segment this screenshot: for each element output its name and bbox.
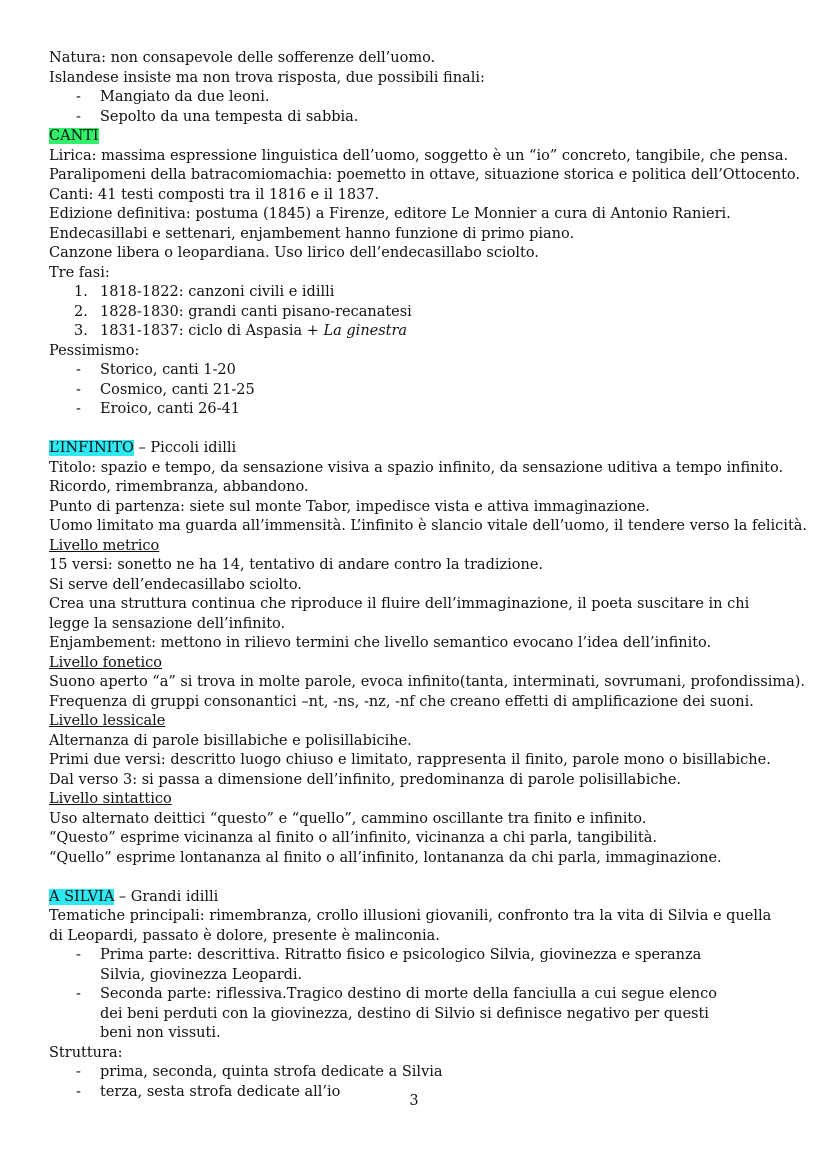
lessicale-line: Primi due versi: descritto luogo chiuso e limitato, rappresenta il finito, parole mono o bisillabiche. <box>49 752 771 768</box>
canti-line: Canti: 41 testi composti tra il 1816 e il 1837. <box>49 186 380 203</box>
canti-line: Canzone libera o leopardiana. Uso lirico dell’endecasillabo sciolto. <box>49 245 539 261</box>
lessicale-line: Dal verso 3: si passa a dimensione dell’infinito, predominanza di parole polisillabiche. <box>49 771 682 788</box>
canti-line: Endecasillabi e settenari, enjambement hanno funzione di primo piano. <box>49 225 575 242</box>
lessicale-line: Alternanza di parole bisillabiche e polisillabicihe. <box>49 732 412 749</box>
list-item: - Cosmico, canti 21-25 <box>76 381 255 398</box>
canti-heading: CANTI <box>49 128 99 144</box>
list-item: - terza, sesta strofa dedicate all’io <box>76 1083 341 1100</box>
silvia-heading: A SILVIA – Grandi idilli <box>49 888 219 905</box>
metrico-line: Enjambement: mettono in rilievo termini che livello semantico evocano l’idea dell’infinito. <box>49 635 712 651</box>
infinito-line: Titolo: spazio e tempo, da sensazione visiva a spazio infinito, da sensazione uditiva a tempo infinito. <box>49 459 784 476</box>
tematiche-line: Tematiche principali: rimembranza, crollo illusioni giovanili, confronto tra la vita di Silvia e quella di Leopardi, passato è dolore, presente è malinconia. <box>49 908 772 944</box>
list-item: - Seconda parte: riflessiva.Tragico destino di morte della fanciulla a cui segue elenco dei beni perduti con la giovinezza, destino di Silvio si definisce negativo per questi beni non vissuti. <box>76 986 717 1041</box>
livello-fonetico-heading: Livello fonetico <box>49 654 162 671</box>
sintattico-line: Uso alternato deittici “questo” e “quello”, cammino oscillante tra finito e infinito. <box>49 810 647 827</box>
struttura-label: Struttura: <box>49 1044 123 1061</box>
page-number: 3 <box>409 1093 419 1109</box>
infinito-heading: L’INFINITO – Piccoli idilli <box>49 440 237 456</box>
parti-list <box>49 946 808 1044</box>
list-item: - Mangiato da due leoni. <box>76 89 270 105</box>
livello-lessicale-heading: Livello lessicale <box>49 713 166 729</box>
sintattico-line: “Questo” esprime vicinanza al finito o all’infinito, vicinanza a chi parla, tangibilità. <box>49 830 657 846</box>
canti-line: Lirica: massima espressione linguistica dell’uomo, soggetto è un “io” concreto, tangibile, che pensa. <box>49 147 789 164</box>
metrico-line: 15 versi: sonetto ne ha 14, tentativo di andare contro la tradizione. <box>49 557 544 573</box>
infinito-line: Ricordo, rimembranza, abbandono. <box>49 479 309 495</box>
livello-sintattico-heading: Livello sintattico <box>49 791 172 807</box>
fonetico-line: Frequenza di gruppi consonantici –nt, -ns, -nz, -nf che creano effetti di amplificazione dei suoni. <box>49 693 754 710</box>
list-item: 2. 1828-1830: grandi canti pisano-recanatesi <box>74 303 412 320</box>
list-item: 3. 1831-1837: ciclo di Aspasia + La ginestra <box>74 323 408 339</box>
natura-line: Natura: non consapevole delle sofferenze dell’uomo. <box>49 50 436 66</box>
livello-metrico-heading: Livello metrico <box>49 537 160 554</box>
list-item: - Storico, canti 1-20 <box>76 362 236 378</box>
canti-line: Edizione definitiva: postuma (1845) a Firenze, editore Le Monnier a cura di Antonio Ranieri. <box>49 206 731 222</box>
list-item: - Sepolto da una tempesta di sabbia. <box>76 108 359 125</box>
list-item: 1. 1818-1822: canzoni civili e idilli <box>74 284 335 300</box>
list-item: - Eroico, canti 26-41 <box>76 401 240 417</box>
finali-list <box>49 88 808 127</box>
islandese-line: Islandese insiste ma non trova risposta, due possibili finali: <box>49 69 485 86</box>
metrico-line: Si serve dell’endecasillabo sciolto. <box>49 576 302 593</box>
pessimismo-list <box>49 361 808 420</box>
sintattico-line: “Quello” esprime lontananza al finito o all’infinito, lontananza da chi parla, immaginazione. <box>49 849 722 866</box>
canti-line: Paralipomeni della batracomiomachia: poemetto in ottave, situazione storica e politica dell’Ottocento. <box>49 167 801 183</box>
fonetico-line: Suono aperto “a” si trova in molte parole, evoca infinito(tanta, interminati, sovrumani, profondissima). <box>49 674 806 690</box>
canti-line: Tre fasi: <box>49 264 110 281</box>
list-item: - prima, seconda, quinta strofa dedicate a Silvia <box>76 1064 443 1080</box>
pessimismo-label: Pessimismo: <box>49 342 140 359</box>
infinito-line: Uomo limitato ma guarda all’immensità. L’infinito è slancio vitale dell’uomo, il tendere verso la felicità. <box>49 518 808 534</box>
list-item: - Prima parte: descrittiva. Ritratto fisico e psicologico Silvia, giovinezza e speranza Silvia, giovinezza Leopardi. <box>76 947 702 983</box>
fasi-list <box>49 283 808 342</box>
metrico-line: Crea una struttura continua che riproduce il fluire dell’immaginazione, il poeta suscitare in chi legge la sensazione dell’infinito. <box>49 596 750 632</box>
infinito-line: Punto di partenza: siete sul monte Tabor, impedisce vista e attiva immaginazione. <box>49 498 650 515</box>
